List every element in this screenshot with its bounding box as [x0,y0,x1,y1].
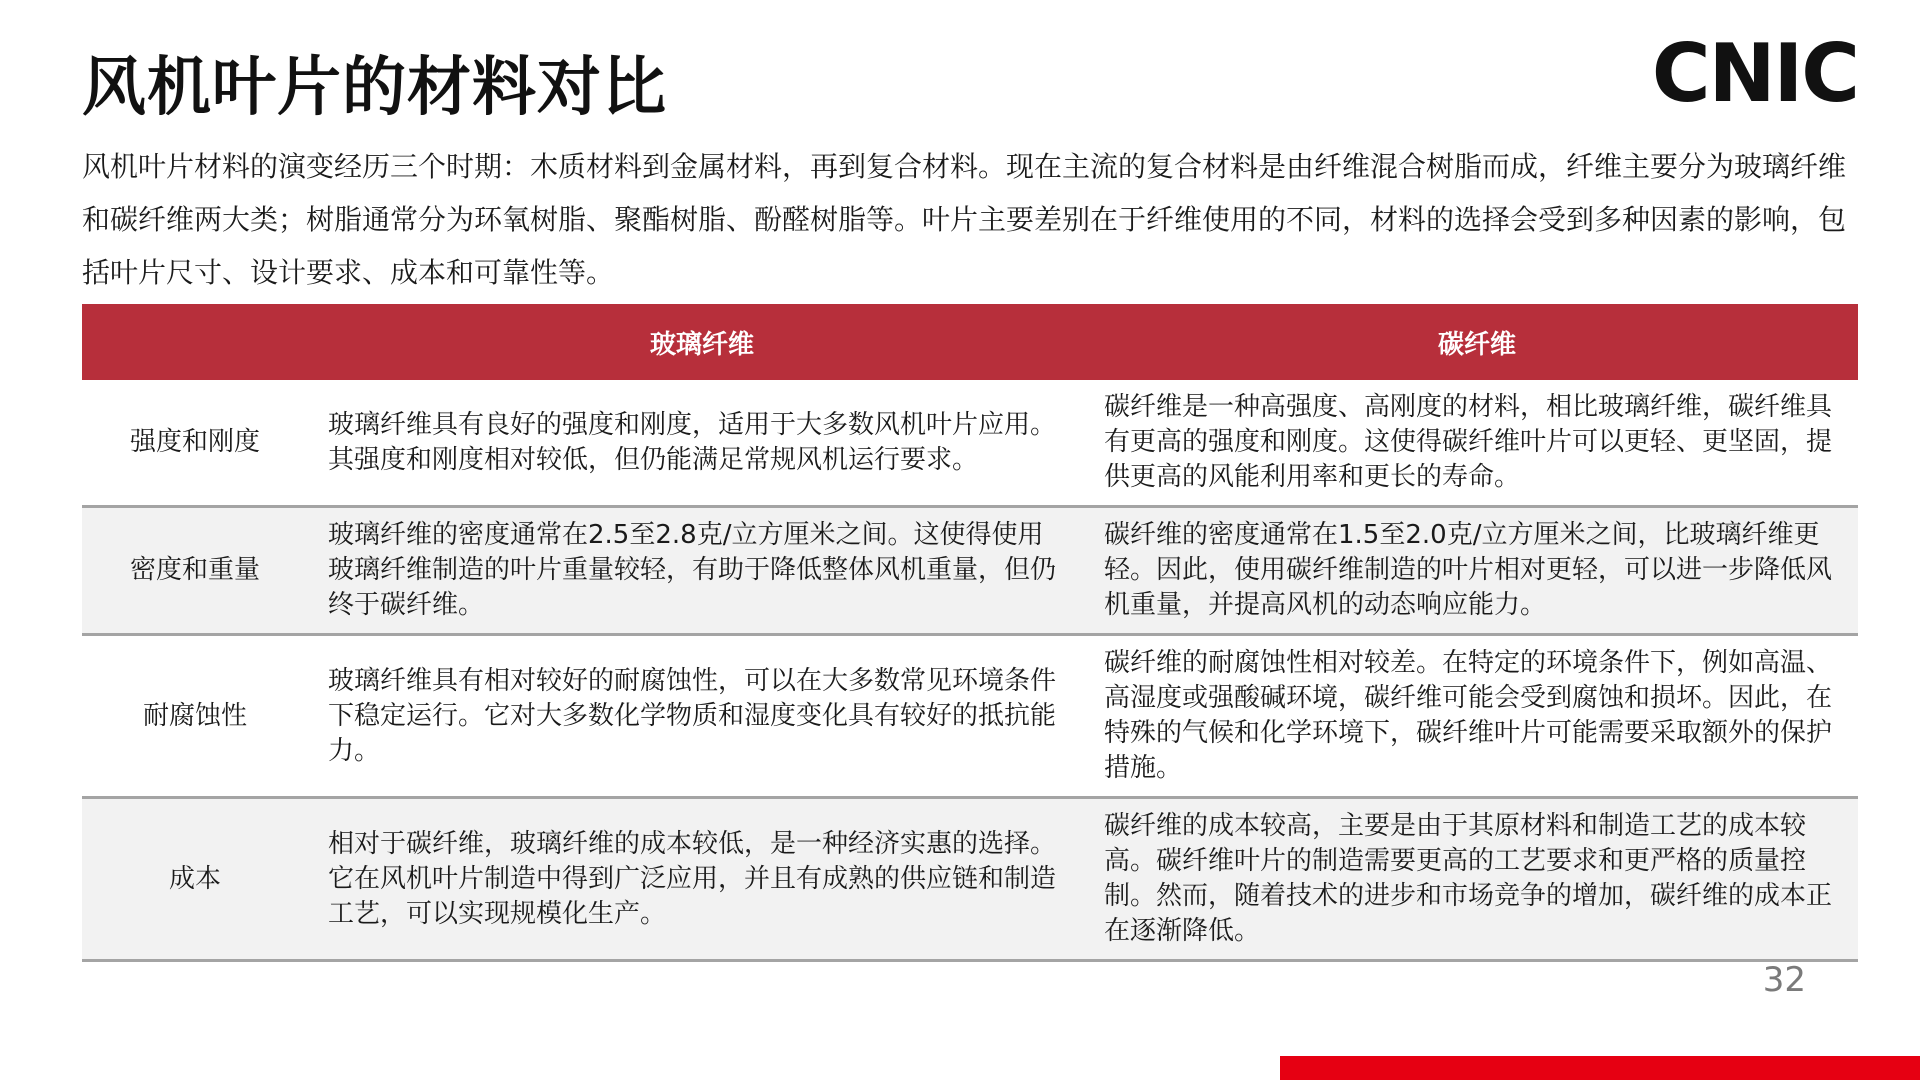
glass-cell: 玻璃纤维具有相对较好的耐腐蚀性，可以在大多数常见环境条件下稳定运行。它对大多数化学物质和湿度变化具有较好的抵抗能力。 [328,665,1057,766]
glass-cell: 相对于碳纤维，玻璃纤维的成本较低，是一种经济实惠的选择。它在风机叶片制造中得到广泛应用，并且有成熟的供应链和制造工艺，可以实现规模化生产。 [328,828,1057,929]
slide-title: 风机叶片的材料对比 [82,51,667,125]
header-empty [82,304,308,380]
row-label: 成本 [168,863,221,894]
comparison-table [82,304,1858,962]
carbon-cell: 碳纤维的密度通常在1.5至2.0克/立方厘米之间，比玻璃纤维更轻。因此，使用碳纤维制造的叶片相对更轻，可以进一步降低风机重量，并提高风机的动态响应能力。 [1104,520,1833,620]
header-glass-fiber: 玻璃纤维 [308,304,1096,380]
carbon-cell: 碳纤维的耐腐蚀性相对较差。在特定的环境条件下，例如高温、高湿度或强酸碱环境，碳纤维可能会受到腐蚀和损坏。因此，在特殊的气候和化学环境下，碳纤维叶片可能需要采取额外的保护措施。 [1104,648,1833,783]
intro-paragraph: 风机叶片材料的演变经历三个时期：木质材料到金属材料，再到复合材料。现在主流的复合材料是由纤维混合树脂而成，纤维主要分为玻璃纤维和碳纤维两大类；树脂通常分为环氧树脂、聚酯树脂、酚醛树脂等。叶片主要差别在于纤维使用的不同，材料的选择会受到多种因素的影响，包括叶片尺寸、设计要求、成本和可靠性等。 [82,150,1847,289]
table-row [82,635,1858,798]
row-label: 强度和刚度 [129,427,260,457]
row-label: 密度和重量 [129,555,260,585]
glass-cell: 玻璃纤维具有良好的强度和刚度，适用于大多数风机叶片应用。其强度和刚度相对较低，但仍能满足常规风机运行要求。 [328,409,1057,475]
accent-bar [1280,1056,1920,1080]
table-row [82,798,1858,961]
carbon-cell: 碳纤维的成本较高，主要是由于其原材料和制造工艺的成本较高。碳纤维叶片的制造需要更高的工艺要求和更严格的质量控制。然而，随着技术的进步和市场竞争的增加，碳纤维的成本正在逐渐降低。 [1104,811,1833,946]
cnic-logo: CNIC [1651,27,1858,120]
table-row [82,380,1858,507]
row-label: 耐腐蚀性 [142,700,247,731]
table-row [82,507,1858,635]
glass-cell: 玻璃纤维的密度通常在2.5至2.8克/立方厘米之间。这使得使用玻璃纤维制造的叶片重量较轻，有助于降低整体风机重量，但仍终于碳纤维。 [328,520,1057,620]
page-number: 32 [1762,960,1806,1000]
table-header-row [82,304,1858,380]
carbon-cell: 碳纤维是一种高强度、高刚度的材料，相比玻璃纤维，碳纤维具有更高的强度和刚度。这使得碳纤维叶片可以更轻、更坚固，提供更高的风能利用率和更长的寿命。 [1104,392,1833,492]
header-carbon-fiber: 碳纤维 [1096,304,1858,380]
